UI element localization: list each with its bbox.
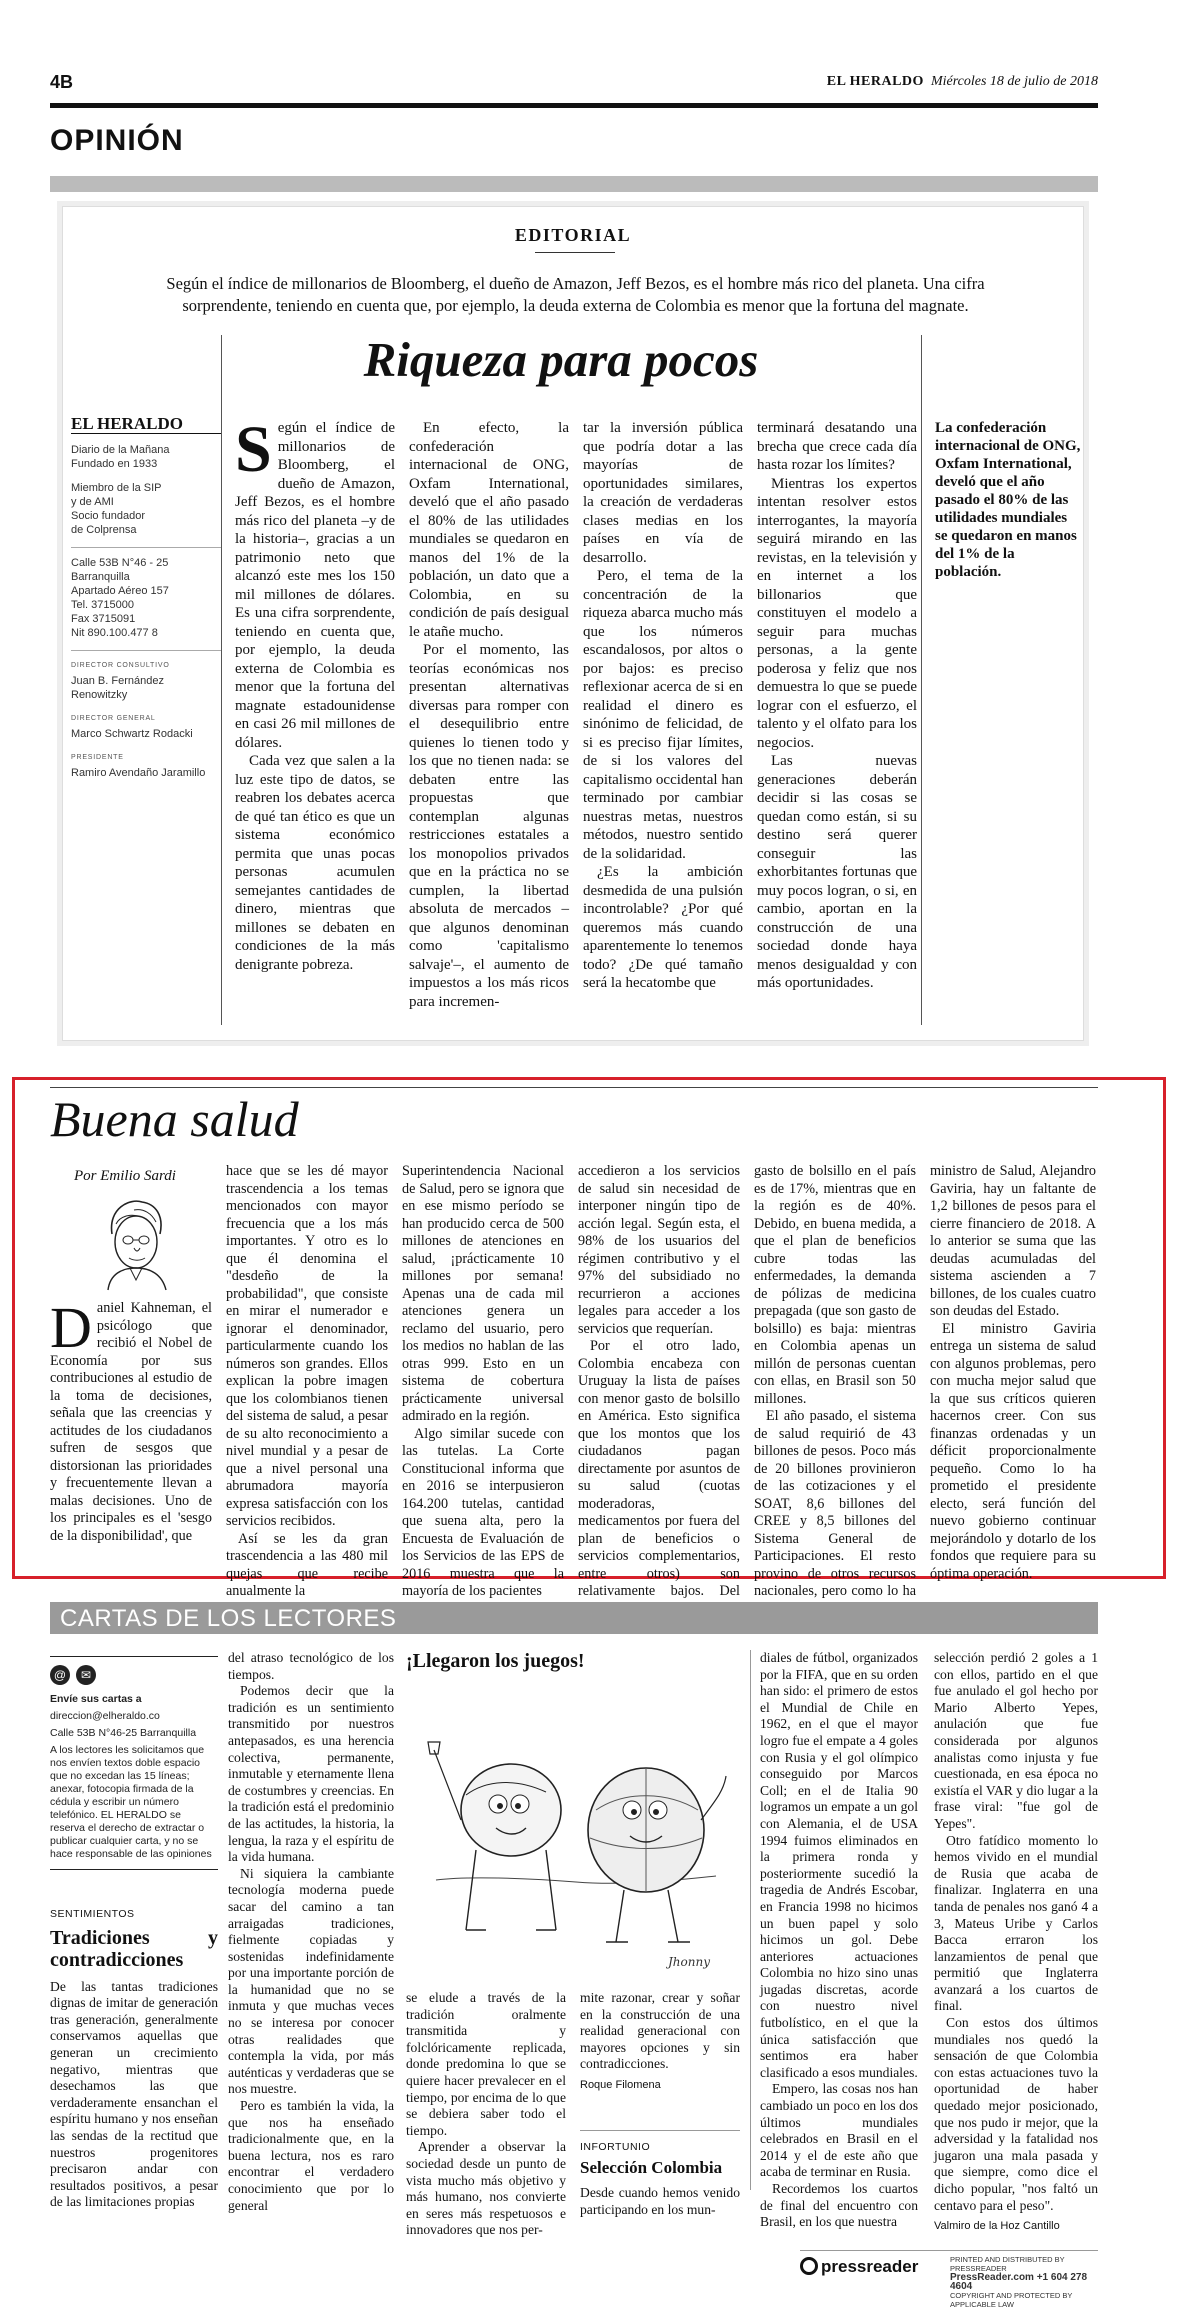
letter-1-column-1 <box>50 1906 218 2211</box>
section-title: OPINIÓN <box>50 124 184 157</box>
sidebar-logo: EL HERALDO <box>71 417 221 434</box>
column-text-5 <box>754 1163 916 1618</box>
drop-cap: D <box>50 1295 92 1360</box>
masthead-sidebar <box>71 414 221 790</box>
body-paragraph: Aprender a observar la sociedad desde un punto de vista mucho más objetivo y más humano, nos convierte en seres más respetuosos e innovadores que nos per- <box>406 2139 566 2238</box>
column-divider <box>221 335 222 1025</box>
letters-contact-box <box>50 1656 218 1870</box>
body-paragraph: selección perdió 2 goles a 1 con ellos, partido en el que fue anulado el gol hecho por Mario Alberto Yepes, anulación que fue considerada por algunos analistas como injusta y fue cuestionada, en esa época no existía el VAR y dio lugar a la frase viral: "fue gol de Yepes". <box>934 1650 1098 1831</box>
body-paragraph: tar la inversión pública que podría dotar a las mayorías de oportunidades similares, la creación de verdaderas clases medias en los países en vía de desarrollo. <box>583 420 743 566</box>
body-paragraph: mite razonar, crear y soñar en la construcción de una realidad generacional con mayores opciones y sin contradicciones. <box>580 1990 740 2072</box>
masthead-rule <box>50 103 1098 108</box>
pressreader-footer <box>800 2250 1098 2309</box>
issue-date: Miércoles 18 de julio de 2018 <box>930 74 1098 89</box>
body-paragraph: Recordemos los cuartos de final del encuentro con Brasil, en los que nuestra <box>760 2181 918 2230</box>
letter-1-column-4 <box>580 1990 740 2218</box>
contact-bottom-rule <box>50 1869 218 1870</box>
body-paragraph: se elude a través de la tradición oralmente transmitida y folclóricamente replicada, donde predomina lo que se quiere hacer prevalecer en el tiempo, por encima de lo que se debiera saber todo el tiempo. <box>406 1990 566 2138</box>
body-paragraph: Con estos dos últimos mundiales nos quedó la sensación de que Colombia con estas actuaciones tuvo la oportunidad de haber quedado mejor posicionado, que nos pudo ir mejor, que la adversidad y la fatalidad nos jugaron una mala pasada y que siempre, como dice el dicho popular, "nos faltó un centavo para el peso". <box>934 2015 1098 2213</box>
letter-kicker: INFORTUNIO <box>580 2140 651 2153</box>
body-paragraph: En efecto, la confederación internacional de ONG, Oxfam International, develó que el año pasado el 80% de las utilidades mundiales se quedaron en manos del 1% de la población, un dato que a Colombia, en su condición de país desigual le atañe mucho. <box>409 420 569 640</box>
editorial-box <box>62 206 1084 1041</box>
letter-1-column-3 <box>406 1990 566 2239</box>
staff-role: DIRECTOR CONSULTIVO <box>71 662 170 669</box>
body-paragraph: El año pasado, el sistema de salud requirió de 43 billones de pesos. Poco más de 20 billones provinieron de las cotizaciones y el SOAT, 8,6 billones del CREE y 8,5 billones del Sistema General de Participaciones. El resto provino de otros recursos nacionales, pero como lo ha <box>754 1408 916 1599</box>
body-paragraph: diales de fútbol, organizados por la FIFA, que en su orden han sido: el primero de estos el Mundial de Chile en 1962, en el que el mayor logro fue el empate a 4 goles con Rusia y el gol olímpico conseguido por Marcos Coll; en el de Italia 90 logramos un empate a un gol con Alemania, el de USA 1994 fuimos eliminados en la primera ronda y posteriormente sucedió la tragedia de Andrés Escobar, en Francia 1998 no hicimos un buen papel y solo hicimos un gol. Debe anteriores actuaciones Colombia no hizo sino unas jugadas discretas, acorde con nuestro nivel futbolístico, en el que la única satisfacción que sentimos era haber clasificado a esos mundiales. <box>760 1650 918 2080</box>
letter-title: Selección Colombia <box>580 2158 723 2178</box>
letter-kicker: SENTIMIENTOS <box>50 1908 135 1920</box>
sidebar-founded: Diario de la Mañana Fundado en 1933 <box>71 444 170 470</box>
body-paragraph: terminará desatando una brecha que crece cada día hasta rozar los límites? <box>757 420 917 473</box>
column-byline: Por Emilio Sardi <box>74 1168 176 1184</box>
contact-head: Envíe sus cartas a <box>50 1693 142 1705</box>
pull-quote: La confederación internacional de ONG, Oxfam International, develó que el año pasado el 80% de las utilidades mundiales se quedaron en manos del 1% de la población. <box>935 420 1081 580</box>
editorial-column-2 <box>409 419 569 1011</box>
column-title: Buena salud <box>50 1091 299 1147</box>
drop-cap: S <box>235 413 272 486</box>
body-paragraph: Superintendencia Nacional de Salud, pero se ignora que en ese mismo período se han producido cerca de 500 millones de atenciones en salud, ¡prácticamente 10 millones por semana! Apenas una de cada mil atenciones genera un reclamo del usuario, pero los medios no hablan de las otras 999. Esto en un sistema de cobertura prácticamente universal admirado en la región. <box>402 1163 564 1424</box>
page-number: 4B <box>50 72 74 92</box>
body-paragraph: Por el momento, las teorías económicas nos presentan alternativas diversas para romper con el desequilibrio entre quienes lo tienen todo y los que no tienen nada: se debaten entre las propuestas que contemplan algunas restricciones estatales a los monopolios privados que en la práctica no se cumplen, la libertad absoluta de mercados –que algunos denominan como 'capitalismo salvaje'–, el aumento de impuestos a los más ricos para incremen- <box>409 642 569 1010</box>
column-text-6 <box>930 1163 1096 1583</box>
column-divider <box>921 335 922 1025</box>
editorial-label: EDITORIAL <box>514 225 632 245</box>
sidebar-divider <box>71 547 221 548</box>
column-text-4 <box>578 1163 740 1618</box>
masthead <box>50 72 1098 94</box>
editorial-deck: Según el índice de millonarios de Bloomberg, el dueño de Amazon, Jeff Bezos, es el hombre más rico del planeta. Una cifra sorprendente, teniendo en cuenta que, por ejemplo, la deuda externa de Colombia es menor que la fortuna del magnate. <box>166 274 985 315</box>
editorial-label-underline <box>535 252 615 253</box>
mail-icon: ✉ <box>76 1665 96 1685</box>
pressreader-info: PRINTED AND DISTRIBUTED BY PRESSREADER PressReader.com +1 604 278 4604 COPYRIGHT AND PROTECTED BY APPLICABLE LAW <box>950 2255 1088 2309</box>
staff-role: DIRECTOR GENERAL <box>71 715 156 722</box>
sidebar-divider <box>71 650 221 651</box>
contact-email: direccion@elheraldo.co <box>50 1710 160 1722</box>
column-text-1 <box>50 1295 212 1545</box>
body-paragraph: Según el índice de millonarios de Bloomberg, el dueño de Amazon, Jeff Bezos, es el hombre más rico del planeta –y de la historia–, gracias a un patrimonio neto que alcanzó este mes los 150 mil millones de dólares. Es una cifra sorprendente, teniendo en cuenta que, por ejemplo, la deuda externa de Colombia es menor que la fortuna del magnate estadounidense en casi 26 mil millones de dólares. <box>235 413 395 751</box>
body-paragraph: Pero es también la vida, la que nos ha enseñado tradicionalmente que, en la buena lectura, nos es raro encontrar el verdadero conocimiento que por lo general <box>228 2098 394 2213</box>
column-text-2 <box>226 1163 388 1601</box>
column-divider <box>750 1650 751 2190</box>
cartoon-title: ¡Llegaron los juegos! <box>406 1650 585 1672</box>
body-paragraph: ¿Es la ambición desmedida de una pulsión incontrolable? ¿Por qué queremos más cuando aparentemente lo tenemos todo? ¿De qué tamaño será la hecatombe que <box>583 864 743 991</box>
letters-section-band <box>50 1602 1098 1634</box>
body-paragraph: Las nuevas generaciones deberán decidir si las cosas se quedan como están, si su destino será querer conseguir las exhorbitantes fortunas que muy pocos logran, o si, en cambio, aportan en la construcción de una sociedad donde haya menos desigualdad y con más oportunidades. <box>757 753 917 991</box>
pressreader-logo: pressreader <box>800 2257 918 2277</box>
column-top-rule <box>50 1087 1098 1088</box>
sidebar-memberships: Miembro de la SIP y de AMI Socio fundador de Colprensa <box>71 482 162 536</box>
at-icon: @ <box>50 1665 70 1685</box>
letter-signature: Valmiro de la Hoz Cantillo <box>934 2220 1060 2233</box>
editorial-column-1 <box>235 413 395 974</box>
body-paragraph: Mientras los expertos intentan resolver estos interrogantes, la mayoría seguirá mirando en las revistas, en la televisión y en internet a los billonarios que constituyen el modelo a seguir para muchas personas, a la gente poderosa y feliz que nos demuestra lo que se puede lograr con el esfuerzo, el talento y el olfato para los negocios. <box>757 475 917 751</box>
staff-name: Juan B. Fernández Renowitzky <box>71 675 164 701</box>
body-paragraph: Así se les da gran trascendencia a las 480 mil quejas que recibe anualmente la <box>226 1530 388 1599</box>
letter-2-column-2 <box>760 1650 918 2231</box>
sidebar-address: Calle 53B N°46 - 25 Barranquilla Apartado Aéreo 157 Tel. 3715000 Fax 3715091 Nit 890.100.477 8 <box>71 557 169 639</box>
body-paragraph: ministro de Salud, Alejandro Gaviria, hay un faltante de 1,2 billones de pesos para el cierre financiero de 2018. A lo anterior se suma que las deudas acumuladas del sistema ascienden a 7 billones, de los cuales cuatro son deudas del Estado. <box>930 1163 1096 1319</box>
body-paragraph: Podemos decir que la tradición es un sentimiento transmitido por nuestros antepasados, es una herencia colectiva, permanente, inmutable y eternamente llena de costumbres y creencias. En la tradición está el predominio de las actitudes, la historia, la lengua, la raza y el espíritu de la vida humana. <box>228 1683 394 1865</box>
paper-name: EL HERALDO <box>826 74 924 89</box>
editorial-headline: Riqueza para pocos <box>363 332 759 387</box>
letter-title: Tradiciones y contradicciones <box>50 1926 218 1971</box>
editorial-column-4 <box>757 419 917 993</box>
section-band <box>50 176 1098 192</box>
body-paragraph: accedieron a los servicios de salud sin necesidad de interponer ningún tipo de acción legal. Según esta, el 98% de los usuarios del régimen contributivo y el 97% del subsidiado no recurrieron a acciones legales para acceder a los servicios que requerían. <box>578 1163 740 1337</box>
contact-address: Calle 53B N°46-25 Barranquilla <box>50 1727 197 1739</box>
body-paragraph: Empero, las cosas nos han cambiado un poco en los dos últimos mundiales celebrados en Brasil en el 2014 y el de este año que acaba de terminar en Rusia. <box>760 2081 918 2180</box>
body-paragraph: El ministro Gaviria entrega un sistema de salud con algunos problemas, pero con mucha mejor salud que la que sus críticos quieren hacernos creer. Con sus finanzas ordenadas y un déficit proporcionalmente pequeño. Como lo ha prometido el presidente electo, será función del nuevo gobierno continuar mejorándolo y dotarlo de los fondos que requiere para su óptima operación. <box>930 1320 1096 1582</box>
body-paragraph: Desde cuando hemos venido participando en los mun- <box>580 2185 740 2217</box>
cartoon-signature: Jhonny <box>668 1955 710 1969</box>
column-text-3 <box>402 1163 564 1601</box>
letter-divider <box>580 2130 740 2131</box>
staff-name: Ramiro Avendaño Jaramillo <box>71 767 206 779</box>
contact-icons <box>50 1665 218 1685</box>
body-paragraph: del atraso tecnológico de los tiempos. <box>228 1650 394 1682</box>
contact-note: A los lectores les solicitamos que nos envíen textos doble espacio que no excedan las 15 líneas; anexar, fotocopia firmada de la cédula y escribir un número telefónico. EL HERALDO se reserva el derecho de extractar o publicar cualquier carta, y no se hace responsable de las opiniones <box>50 1744 212 1860</box>
body-paragraph: De las tantas tradiciones dignas de imitar de generación tras generación, generalmente conservamos aquellas que generan un crecimiento negativo, mientras que desechamos las que verdaderamente ensanchan el espíritu humano y nos enseñan las sendas de la rectitud que nuestros progenitores precisaron andar con resultados positivos, a pesar de las limitaciones propias <box>50 1978 218 2210</box>
body-paragraph: Pero, el tema de la concentración de la riqueza abarca mucho más que los números escandalosos, por altos o por bajos: es preciso reflexionar acerca de si en realidad el dinero es sinónimo de felicidad, de si es preciso fijar límites, de si los valores del capitalismo occidental han terminado por cambiar nuestras metas, nuestros métodos, nuestro sentido de la solidaridad. <box>583 568 743 862</box>
body-paragraph: Ni siquiera la cambiante tecnología moderna puede sacar del camino a tan arraigadas tradiciones, fielmente copiadas y sostenidas indefinidamente por una importante porción de la humanidad que no se inmuta y que muchas veces no se interesa por conocer otras realidades que contempla la vida, por más auténticas y verdaderas que se nos muestre. <box>228 1865 394 2097</box>
editorial-cartoon <box>406 1680 738 1978</box>
editorial-column-3 <box>583 419 743 993</box>
staff-name: Marco Schwartz Rodacki <box>71 728 193 740</box>
body-paragraph: hace que se les dé mayor trascendencia a los temas mencionados con mayor frecuencia que a los más importantes. Y otro es lo que él denomina el "desdeño de la probabilidad", que consiste en mirar el numerador e ignorar el denominador, particularmente cuando los números son grandes. Ellos explican la pobre imagen que los colombianos tienen del sistema de salud, a pesar de su alto reconocimiento a nivel mundial y a pesar de que a nivel personal una abrumadora mayoría expresa satisfacción con los servicios recibidos. <box>226 1163 388 1529</box>
letter-2-column-3 <box>934 1650 1098 2235</box>
body-paragraph: Daniel Kahneman, el psicólogo que recibió el Nobel de Economía por sus contribuciones al estudio de la toma de decisiones, señala que las creencias y actitudes de los ciudadanos sufren de sesgos que distorsionan las prioridades y frecuentemente llevan a malas decisiones. Uno de los principales es el 'sesgo de la disponibilidad', que <box>50 1295 212 1544</box>
body-paragraph: Por el otro lado, Colombia encabeza con Uruguay la lista de países con menor gasto de bolsillo en América. Esto significa que los montos que los ciudadanos pagan directamente por asuntos de su salud (cuotas moderadoras, medicamentos por fuera del plan de beneficios o servicios complementarios, entre otros) son relativamente bajos. Del <box>578 1338 740 1599</box>
body-paragraph: Otro fatídico momento lo hemos vivido en el mundial de Rusia que acaba de finalizar. Inglaterra en una tanda de penales nos ganó 4 a 3, Mateus Uribe y Carlos Bacca erraron los lanzamientos de penal que permitió que Inglaterra avanzará a los cuartos de final. <box>934 1832 1098 2014</box>
masthead-right <box>827 74 1098 90</box>
body-paragraph: Cada vez que salen a la luz este tipo de datos, se reabren los debates acerca de qué tan ético es que un sistema económico permita que unas pocas personas acumulen semejantes cantidades de dinero, mientras que millones se debaten en condiciones de la más denigrante pobreza. <box>235 753 395 973</box>
body-paragraph: Algo similar sucede con las tutelas. La Corte Constitucional informa que en 2016 se interpusieron 164.200 tutelas, cantidad que suena alta, pero la Encuesta de Evaluación de los Servicios de las EPS de 2016 muestra que la mayoría de los pacientes <box>402 1425 564 1599</box>
pressreader-icon <box>800 2257 818 2275</box>
staff-role: PRESIDENTE <box>71 754 124 761</box>
author-portrait <box>90 1194 180 1290</box>
letter-signature: Roque Filomena <box>580 2078 661 2091</box>
letter-1-column-2 <box>228 1650 394 2214</box>
letters-section-title: CARTAS DE LOS LECTORES <box>60 1605 397 1632</box>
body-paragraph: gasto de bolsillo en el país es de 17%, mientras que en la región es de 40%. Debido, en buena medida, a que el plan de beneficios cubre todas las enfermedades, la demanda de pólizas de medicina prepagada (que son gasto de bolsillo) es baja: mientras en Colombia apenas un millón de personas cuentan con ellas, en Brasil son 50 millones. <box>754 1163 916 1407</box>
